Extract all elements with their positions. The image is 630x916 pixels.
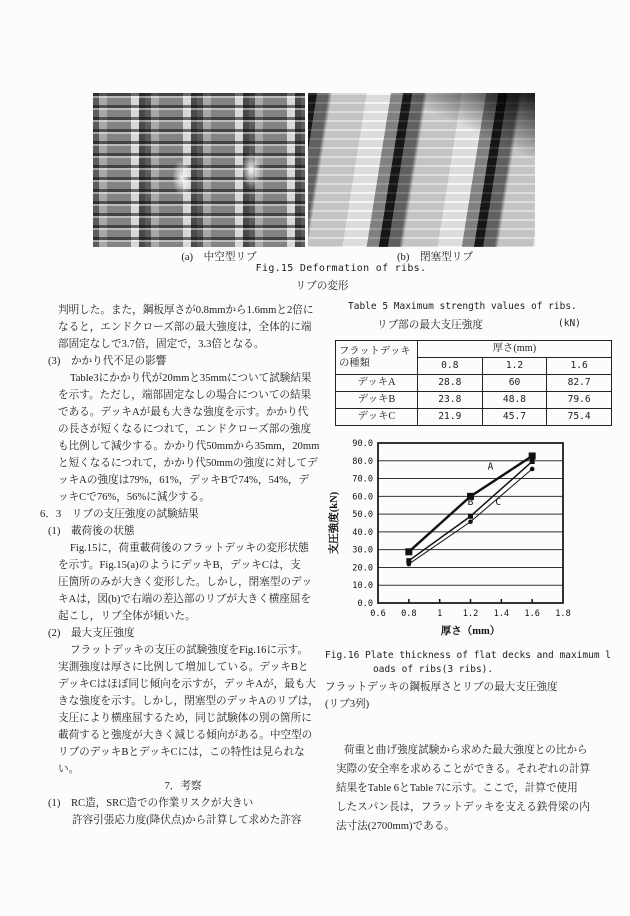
text-line: 圧箇所のみが大きく変形した。しかし，閉塞型のデッ [58, 577, 313, 588]
table-row [336, 392, 612, 409]
text-line: 6．3 リブの支圧強度の試験結果 [40, 509, 199, 520]
text-line: 支圧により横座屈するため，同じ試験体の別の箇所に [58, 713, 312, 724]
fig16-caption-en2: oads of ribs(3 ribs). [373, 663, 494, 675]
text-line: も比例して減少する。かかり代50mmから35mm，20mm [58, 441, 320, 452]
fig15-caption-jp: リブの変形 [295, 281, 349, 292]
fig16-caption-jp1: フラットデッキの鋼板厚さとリブの最大支圧強度 [325, 682, 558, 693]
svg-text:1.8: 1.8 [555, 609, 571, 619]
text-line: 荷重と曲げ強度試験から求めた最大強度との比から [344, 745, 588, 756]
text-line: 7．考察 [164, 781, 202, 792]
cell-value: 75.4 [547, 409, 612, 426]
deck-label: デッキA [336, 375, 418, 392]
svg-text:1: 1 [437, 609, 443, 619]
table5-thickness-value: 0.8 [418, 358, 483, 375]
text-line: の長さが短くなるにつれて，エンドクローズ部の強度 [58, 424, 312, 435]
svg-text:80.0: 80.0 [352, 456, 373, 467]
table5-thickness-value: 1.6 [547, 358, 612, 375]
cell-value: 23.8 [418, 392, 483, 409]
text-line: 法寸法(2700mm)である。 [336, 821, 455, 832]
text-line: (3) かかり代不足の影響 [48, 356, 167, 367]
text-line: を示す。ただし，端部固定なしの場合についての結果 [58, 390, 312, 401]
text-line: キAは，図(b)で右端の差込部のリブが大きく横座屈を [58, 594, 312, 605]
table5-rowhead-line1: フラットデッキ [339, 345, 411, 357]
table5-thickness-header: 厚さ(mm) [418, 341, 612, 358]
text-line: リブのデッキBとデッキCには，この特性は見られな [58, 747, 305, 758]
svg-text:厚さ（mm）: 厚さ（mm） [440, 626, 501, 637]
text-line: なると，エンドクローズ部の最大強度は，全体的に端 [58, 322, 312, 333]
svg-text:1.4: 1.4 [493, 609, 510, 619]
text-line: 許容引張応力度(降伏点)から計算して求めた許容 [72, 815, 302, 826]
svg-text:A: A [487, 461, 494, 473]
svg-text:20.0: 20.0 [352, 563, 373, 574]
svg-text:50.0: 50.0 [352, 510, 373, 521]
text-line: 実測強度は厚さに比例して増加している。デッキBと [58, 662, 309, 673]
svg-text:0.0: 0.0 [357, 599, 373, 609]
svg-text:30.0: 30.0 [352, 545, 373, 556]
table5-caption-en: Table 5 Maximum strength values of ribs. [348, 301, 577, 312]
svg-text:70.0: 70.0 [352, 474, 373, 485]
table-row [336, 375, 612, 392]
svg-text:40.0: 40.0 [352, 527, 373, 538]
text-line: である。デッキAが最も大きな強度を示す。かかり代 [58, 407, 309, 418]
table5 [335, 340, 612, 426]
cell-value: 82.7 [547, 375, 612, 392]
table5-rowhead [336, 341, 418, 375]
cell-value: 48.8 [482, 392, 547, 409]
svg-text:支圧強度(kN): 支圧強度(kN) [329, 491, 340, 555]
text-line: 実際の安全率を求めることができる。それぞれの計算 [336, 764, 591, 775]
cell-value: 60 [482, 375, 547, 392]
deck-label: デッキC [336, 409, 418, 426]
table-row [336, 409, 612, 426]
cell-value: 45.7 [482, 409, 547, 426]
fig16-line-chart [325, 435, 620, 647]
text-line: きな強度を示す。しかし，閉塞型のデッキAのリブは， [58, 696, 319, 707]
text-line: フラットデッキの支圧の試験強度をFig.16に示す。 [70, 645, 308, 656]
svg-text:1.2: 1.2 [462, 609, 479, 619]
svg-text:C: C [495, 497, 502, 509]
text-line: デッキCはほぼ同じ傾向を示すが，デッキAが，最も大 [58, 679, 316, 690]
table5-caption-jp: リブ部の最大支圧強度 [377, 320, 483, 331]
text-line: Fig.15に，荷重載荷後のフラットデッキの変形状態 [70, 543, 309, 554]
fig16-caption-jp2: (リブ3列) [325, 699, 370, 710]
photo-a-label: (a) 中空型リブ [181, 252, 257, 263]
text-line: (2) 最大支圧強度 [48, 628, 135, 639]
svg-text:B: B [467, 497, 474, 509]
text-line: したスパン長は，フラットデッキを支える鉄骨梁の内 [336, 802, 590, 813]
text-line: ッキAの強度は79%，61%，デッキBで74%，54%，デ [58, 475, 310, 486]
text-line: い。 [58, 764, 80, 775]
text-line: を示す。Fig.15(a)のようにデッキB，デッキCは，支 [58, 560, 301, 571]
fig15-caption-en: Fig.15 Deformation of ribs. [255, 263, 427, 274]
cell-value: 28.8 [418, 375, 483, 392]
deck-label: デッキB [336, 392, 418, 409]
table5-body [336, 375, 612, 426]
text-line: (1) RC造，SRC造での作業リスクが大きい [48, 798, 254, 809]
table5-rowhead-line2: の種類 [339, 357, 370, 369]
cell-value: 79.6 [547, 392, 612, 409]
svg-text:10.0: 10.0 [352, 581, 373, 592]
photo-closed-rib [308, 93, 535, 247]
cell-value: 21.9 [418, 409, 483, 426]
text-line: ッキCで76%，56%に減少する。 [58, 492, 210, 503]
text-line: Table3にかかり代が20mmと35mmについて試験結果 [70, 373, 312, 384]
svg-text:0.8: 0.8 [401, 609, 417, 619]
text-line: 結果をTable 6とTable 7に示す。ここで，計算で使用 [336, 783, 578, 794]
text-line: 判明した。また，鋼板厚さが0.8mmから1.6mmと2倍に [58, 305, 314, 316]
text-line: 載荷すると強度が大きく減じる傾向がある。中空型の [58, 730, 313, 741]
text-line: と短くなるにつれて，かかり代50mmの強度に対してデ [58, 458, 318, 469]
right-column [334, 741, 616, 836]
photo-hollow-rib [93, 93, 305, 247]
svg-text:0.6: 0.6 [370, 609, 386, 619]
table5-caption-unit: (kN) [558, 318, 581, 329]
text-line: 起こし，リブ全体が傾いた。 [58, 611, 196, 622]
text-line: (1) 載荷後の状態 [48, 526, 135, 537]
fig16-caption-en1: Fig.16 Plate thickness of flat decks and maximum l [325, 650, 611, 661]
svg-text:1.6: 1.6 [524, 609, 540, 619]
table5-header-row1 [336, 341, 612, 358]
fig16-caption [325, 649, 620, 713]
photo-b-label: (b) 閉塞型リブ [397, 252, 473, 263]
text-line: 部固定なしで3.7倍，固定で，3.3倍となる。 [58, 339, 265, 350]
left-column [40, 302, 326, 829]
svg-text:60.0: 60.0 [352, 492, 373, 503]
svg-text:90.0: 90.0 [352, 439, 373, 449]
table5-thickness-value: 1.2 [482, 358, 547, 375]
